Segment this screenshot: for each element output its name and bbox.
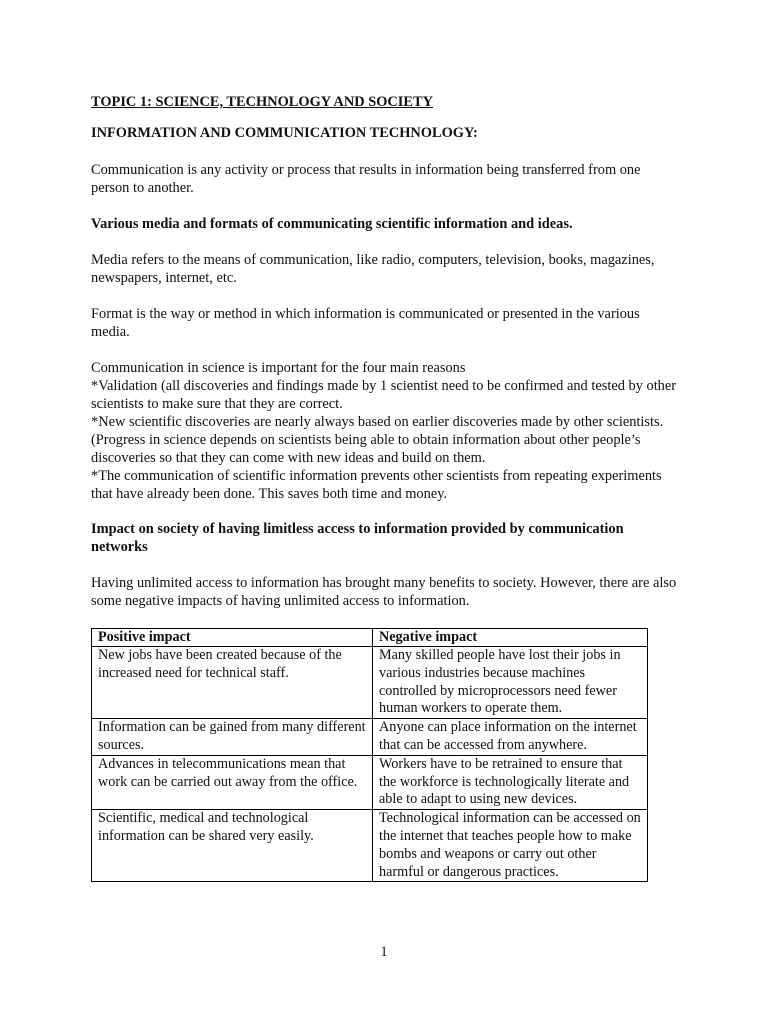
impact-table — [91, 628, 648, 882]
impact-intro: Having unlimited access to information has brought many benefits to society. However, there are also some negative impacts of having unlimited access to information. — [91, 575, 677, 609]
reason-new-discoveries: *New scientific discoveries are nearly always based on earlier discoveries made by other scientists. (Progress in science depends on scientists being able to obtain information about other people’s discoveries so that they can come with new ideas and build on them. — [91, 414, 664, 466]
reasons-intro: Communication in science is important for the four main reasons — [91, 360, 466, 376]
media-heading: Various media and formats of communicating scientific information and ideas. — [91, 216, 573, 232]
format-definition: Format is the way or method in which information is communicated or presented in the various media. — [91, 306, 640, 340]
negative-impact-cell: Many skilled people have lost their jobs in various industries because machines controlled by microprocessors need fewer human workers to operate them. — [373, 647, 648, 719]
table-row — [92, 755, 648, 809]
negative-impact-cell: Technological information can be accessed on the internet that teaches people how to make bombs and weapons or carry out other harmful or dangerous practices. — [373, 810, 648, 882]
page-number: 1 — [380, 944, 388, 960]
reason-validation: *Validation (all discoveries and findings made by 1 scientist need to be confirmed and tested by other scientists to make sure that they are correct. — [91, 378, 677, 412]
positive-impact-cell: Advances in telecommunications mean that work can be carried out away from the office. — [92, 755, 373, 809]
negative-impact-header: Negative impact — [373, 629, 648, 647]
positive-impact-header: Positive impact — [92, 629, 373, 647]
table-row — [92, 719, 648, 756]
communication-definition: Communication is any activity or process that results in information being transferred from one person to another. — [91, 162, 641, 196]
table-row — [92, 647, 648, 719]
positive-impact-cell: Scientific, medical and technological information can be shared very easily. — [92, 810, 373, 882]
impact-heading: Impact on society of having limitless access to information provided by communication networks — [91, 521, 624, 555]
section-title: INFORMATION AND COMMUNICATION TECHNOLOGY: — [91, 125, 478, 141]
positive-impact-cell: New jobs have been created because of the increased need for technical staff. — [92, 647, 373, 719]
negative-impact-cell: Anyone can place information on the internet that can be accessed from anywhere. — [373, 719, 648, 756]
page-content — [91, 93, 681, 882]
media-definition: Media refers to the means of communication, like radio, computers, television, books, magazines, newspapers, internet, etc. — [91, 252, 655, 286]
negative-impact-cell: Workers have to be retrained to ensure that the workforce is technologically literate and able to adapt to using new devices. — [373, 755, 648, 809]
reason-prevent-repetition: *The communication of scientific information prevents other scientists from repeating experiments that have already been done. This saves both time and money. — [91, 468, 662, 502]
impact-table-header-row — [92, 629, 648, 647]
positive-impact-cell: Information can be gained from many different sources. — [92, 719, 373, 756]
table-row — [92, 810, 648, 882]
topic-title: TOPIC 1: SCIENCE, TECHNOLOGY AND SOCIETY — [91, 94, 433, 110]
